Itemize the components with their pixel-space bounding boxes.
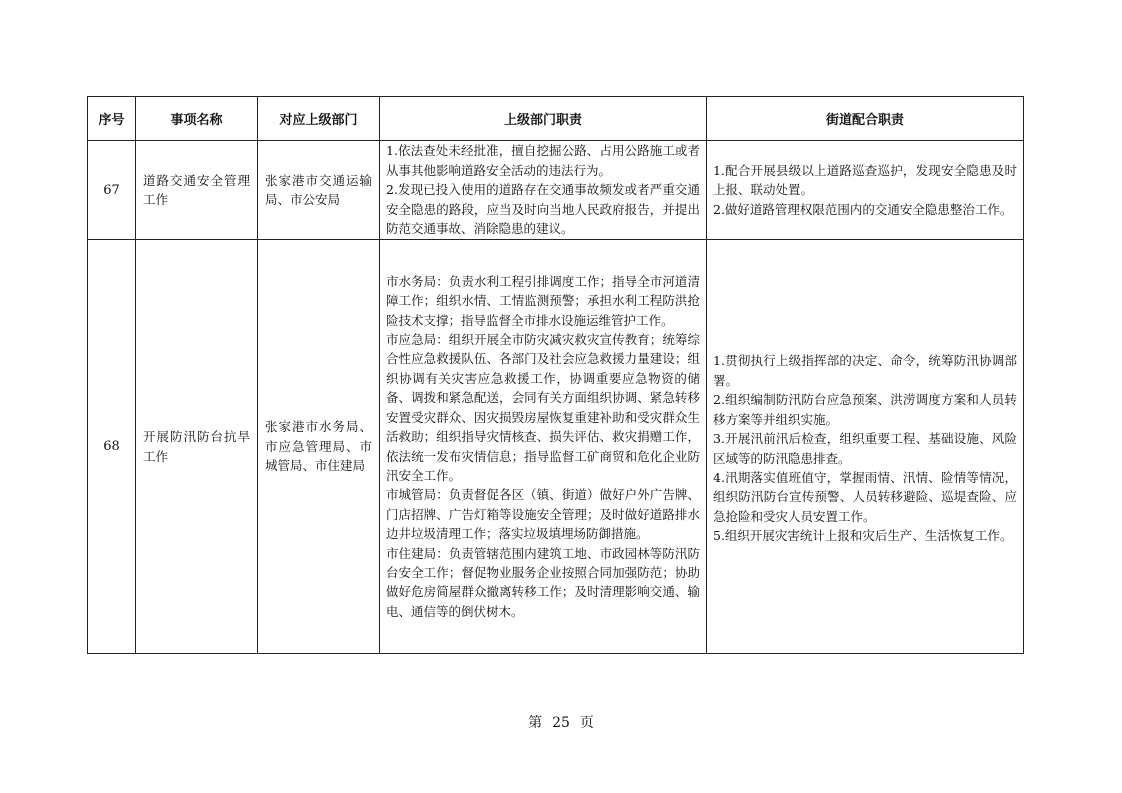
header-item-name: 事项名称 (136, 97, 258, 141)
header-street-duties: 街道配合职责 (707, 97, 1024, 141)
responsibility-table (87, 96, 1024, 654)
duty-item: 市应急局：组织开展全市防灾减灾救灾宣传教育；统筹综合性应急救援队伍、各部门及社会应急救援力量建设；组织协调有关灾害应急救援工作，协调重要应急物资的储备、调拨和紧急配送，会同有关方面组织协调、紧急转移安置受灾群众、因灾损毁房屋恢复重建补助和受灾群众生活救助；组织指导灾情核查、损失评估、救灾捐赠工作，依法统一发布灾情信息；指导监督工矿商贸和危化企业防汛安全工作。 (386, 332, 700, 483)
street-duty-list (713, 347, 1017, 545)
page-number (0, 712, 1122, 732)
row-department: 张家港市交通运输局、市公安局 (258, 141, 380, 240)
page-number-value: 25 (552, 715, 570, 731)
page-number-suffix: 页 (579, 715, 594, 731)
row-serial-number: 67 (88, 141, 136, 240)
table-row (88, 141, 1024, 240)
row-serial-number: 68 (88, 240, 136, 654)
table-row (88, 240, 1024, 654)
street-duty-item: 5.组织开展灾害统计上报和灾后生产、生活恢复工作。 (713, 528, 1013, 544)
header-serial-number: 序号 (88, 97, 136, 141)
row-superior-duties (380, 240, 707, 654)
street-duty-item: 2.做好道路管理权限范围内的交通安全隐患整治工作。 (713, 201, 1013, 217)
street-duty-item: 4.汛期落实值班值守，掌握雨情、汛情、险情等情况，组织防汛防台宣传预警、人员转移避险、巡堤查险、应急抢险和受灾人员安置工作。 (713, 469, 1017, 524)
duty-item: 市水务局：负责水利工程引排调度工作；指导全市河道清障工作；组织水情、工情监测预警；承担水利工程防洪抢险技术支撑；指导监督全市排水设施运维管护工作。 (386, 273, 700, 328)
page-number-prefix: 第 (528, 715, 543, 731)
street-duty-item: 3.开展汛前汛后检查，组织重要工程、基础设施、风险区域等的防汛隐患排查。 (713, 431, 1017, 466)
row-item-name: 开展防汛防台抗旱工作 (136, 240, 258, 654)
row-item-name: 道路交通安全管理工作 (136, 141, 258, 240)
table-header-row (88, 97, 1024, 141)
header-superior-duties: 上级部门职责 (380, 97, 707, 141)
street-duty-item: 1.贯彻执行上级指挥部的决定、命令，统筹防汛协调部署。 (713, 353, 1017, 388)
row-street-duties (707, 240, 1024, 654)
row-department: 张家港市水务局、市应急管理局、市城管局、市住建局 (258, 240, 380, 654)
header-superior-department: 对应上级部门 (258, 97, 380, 141)
duty-item: 市城管局：负责督促各区（镇、街道）做好户外广告牌、门店招牌、广告灯箱等设施安全管理；及时做好道路排水边井垃圾清理工作；落实垃圾填埋场防御措施。 (386, 487, 700, 542)
row-street-duties (707, 141, 1024, 240)
duty-item: 市住建局：负责管辖范围内建筑工地、市政园林等防汛防台安全工作；督促物业服务企业按照合同加强防范；协助做好危房简屋群众撤离转移工作；及时清理影响交通、输电、通信等的倒伏树木。 (386, 545, 700, 619)
duty-item: 2.发现已投入使用的道路存在交通事故频发或者严重交通安全隐患的路段，应当及时向当地人民政府报告，并提出防范交通事故、消除隐患的建议。 (386, 182, 700, 237)
street-duty-item: 2.组织编制防汛防台应急预案、洪涝调度方案和人员转移方案等并组织实施。 (713, 392, 1017, 427)
street-duty-item: 1.配合开展县级以上道路巡查巡护，发现安全隐患及时上报、联动处置。 (713, 162, 1017, 198)
duty-item: 1.依法查处未经批准，擅自挖掘公路、占用公路施工或者从事其他影响道路安全活动的违法行为。 (386, 143, 700, 178)
row-superior-duties (380, 141, 707, 240)
